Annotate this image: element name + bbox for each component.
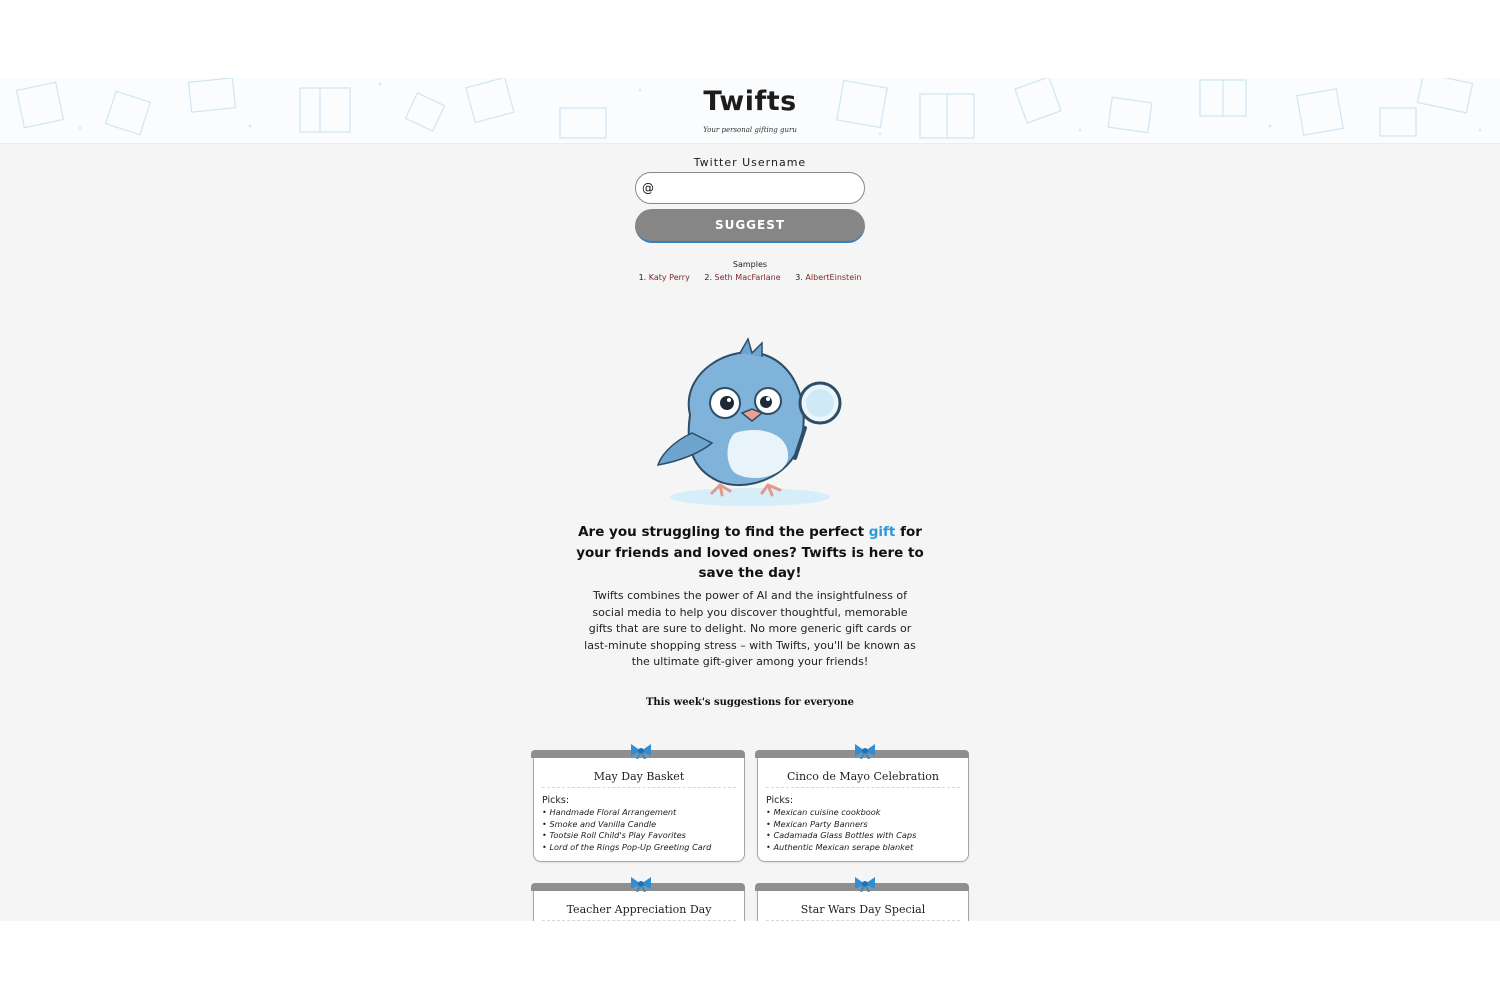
list-item: • Mexican Party Banners <box>766 819 960 831</box>
suggestion-card-cinco-de-mayo[interactable] <box>757 758 969 862</box>
site-tagline: Your personal gifting guru <box>703 126 797 134</box>
bird-with-magnifier-icon <box>650 333 850 513</box>
username-label: Twitter Username <box>693 156 807 169</box>
sample-link-seth-macfarlane[interactable]: 2. Seth MacFarlane <box>704 273 781 282</box>
card-title: May Day Basket <box>542 770 736 788</box>
sample-link-katy-perry[interactable]: 1. Katy Perry <box>638 273 690 282</box>
ribbon-bow-icon <box>629 743 653 759</box>
suggest-button[interactable]: SUGGEST <box>635 209 865 243</box>
hero-description: Twifts combines the power of AI and the insightfulness of social media to help you discover thoughtful, memorable gifts that are sure to delight. No more generic gift cards or last-minute shopping stress – with Twifts, you'll be known as the ultimate gift-giver among your friends! <box>584 589 916 668</box>
card-title: Cinco de Mayo Celebration <box>766 770 960 788</box>
card-picks-list <box>766 807 960 853</box>
list-item: • Authentic Mexican serape blanket <box>766 842 960 854</box>
site-title: Twifts <box>703 86 797 117</box>
site-header <box>0 78 1500 144</box>
suggestion-card-teacher-appreciation[interactable] <box>533 891 745 921</box>
samples-list <box>0 273 1500 282</box>
card-picks-list <box>542 807 736 853</box>
suggestion-card-may-day[interactable] <box>533 758 745 862</box>
card-picks-label: Picks: <box>766 795 794 806</box>
card-title: Star Wars Day Special <box>766 903 960 921</box>
suggestion-card-star-wars-day[interactable] <box>757 891 969 921</box>
list-item: • Handmade Floral Arrangement <box>542 807 736 819</box>
ribbon-bow-icon <box>853 876 877 892</box>
suggestions-heading: This week's suggestions for everyone <box>645 697 855 708</box>
list-item: • Lord of the Rings Pop-Up Greeting Card <box>542 842 736 854</box>
hero-heading-accent: gift <box>868 524 896 540</box>
card-title: Teacher Appreciation Day <box>542 903 736 921</box>
sample-link-albert-einstein[interactable]: 3. AlbertEinstein <box>795 273 862 282</box>
list-item: • Smoke and Vanilla Candle <box>542 819 736 831</box>
ribbon-bow-icon <box>629 876 653 892</box>
list-item: • Tootsie Roll Child's Play Favorites <box>542 830 736 842</box>
list-item: • Cadamada Glass Bottles with Caps <box>766 830 960 842</box>
ribbon-bow-icon <box>853 743 877 759</box>
username-input[interactable] <box>635 172 865 204</box>
hero-heading: Are you struggling to find the perfect gift for your friends and loved ones? Twifts is here to save the day! <box>576 524 924 581</box>
card-picks-label: Picks: <box>542 795 570 806</box>
page-viewport <box>0 78 1500 921</box>
samples-title: Samples <box>732 260 768 269</box>
list-item: • Mexican cuisine cookbook <box>766 807 960 819</box>
